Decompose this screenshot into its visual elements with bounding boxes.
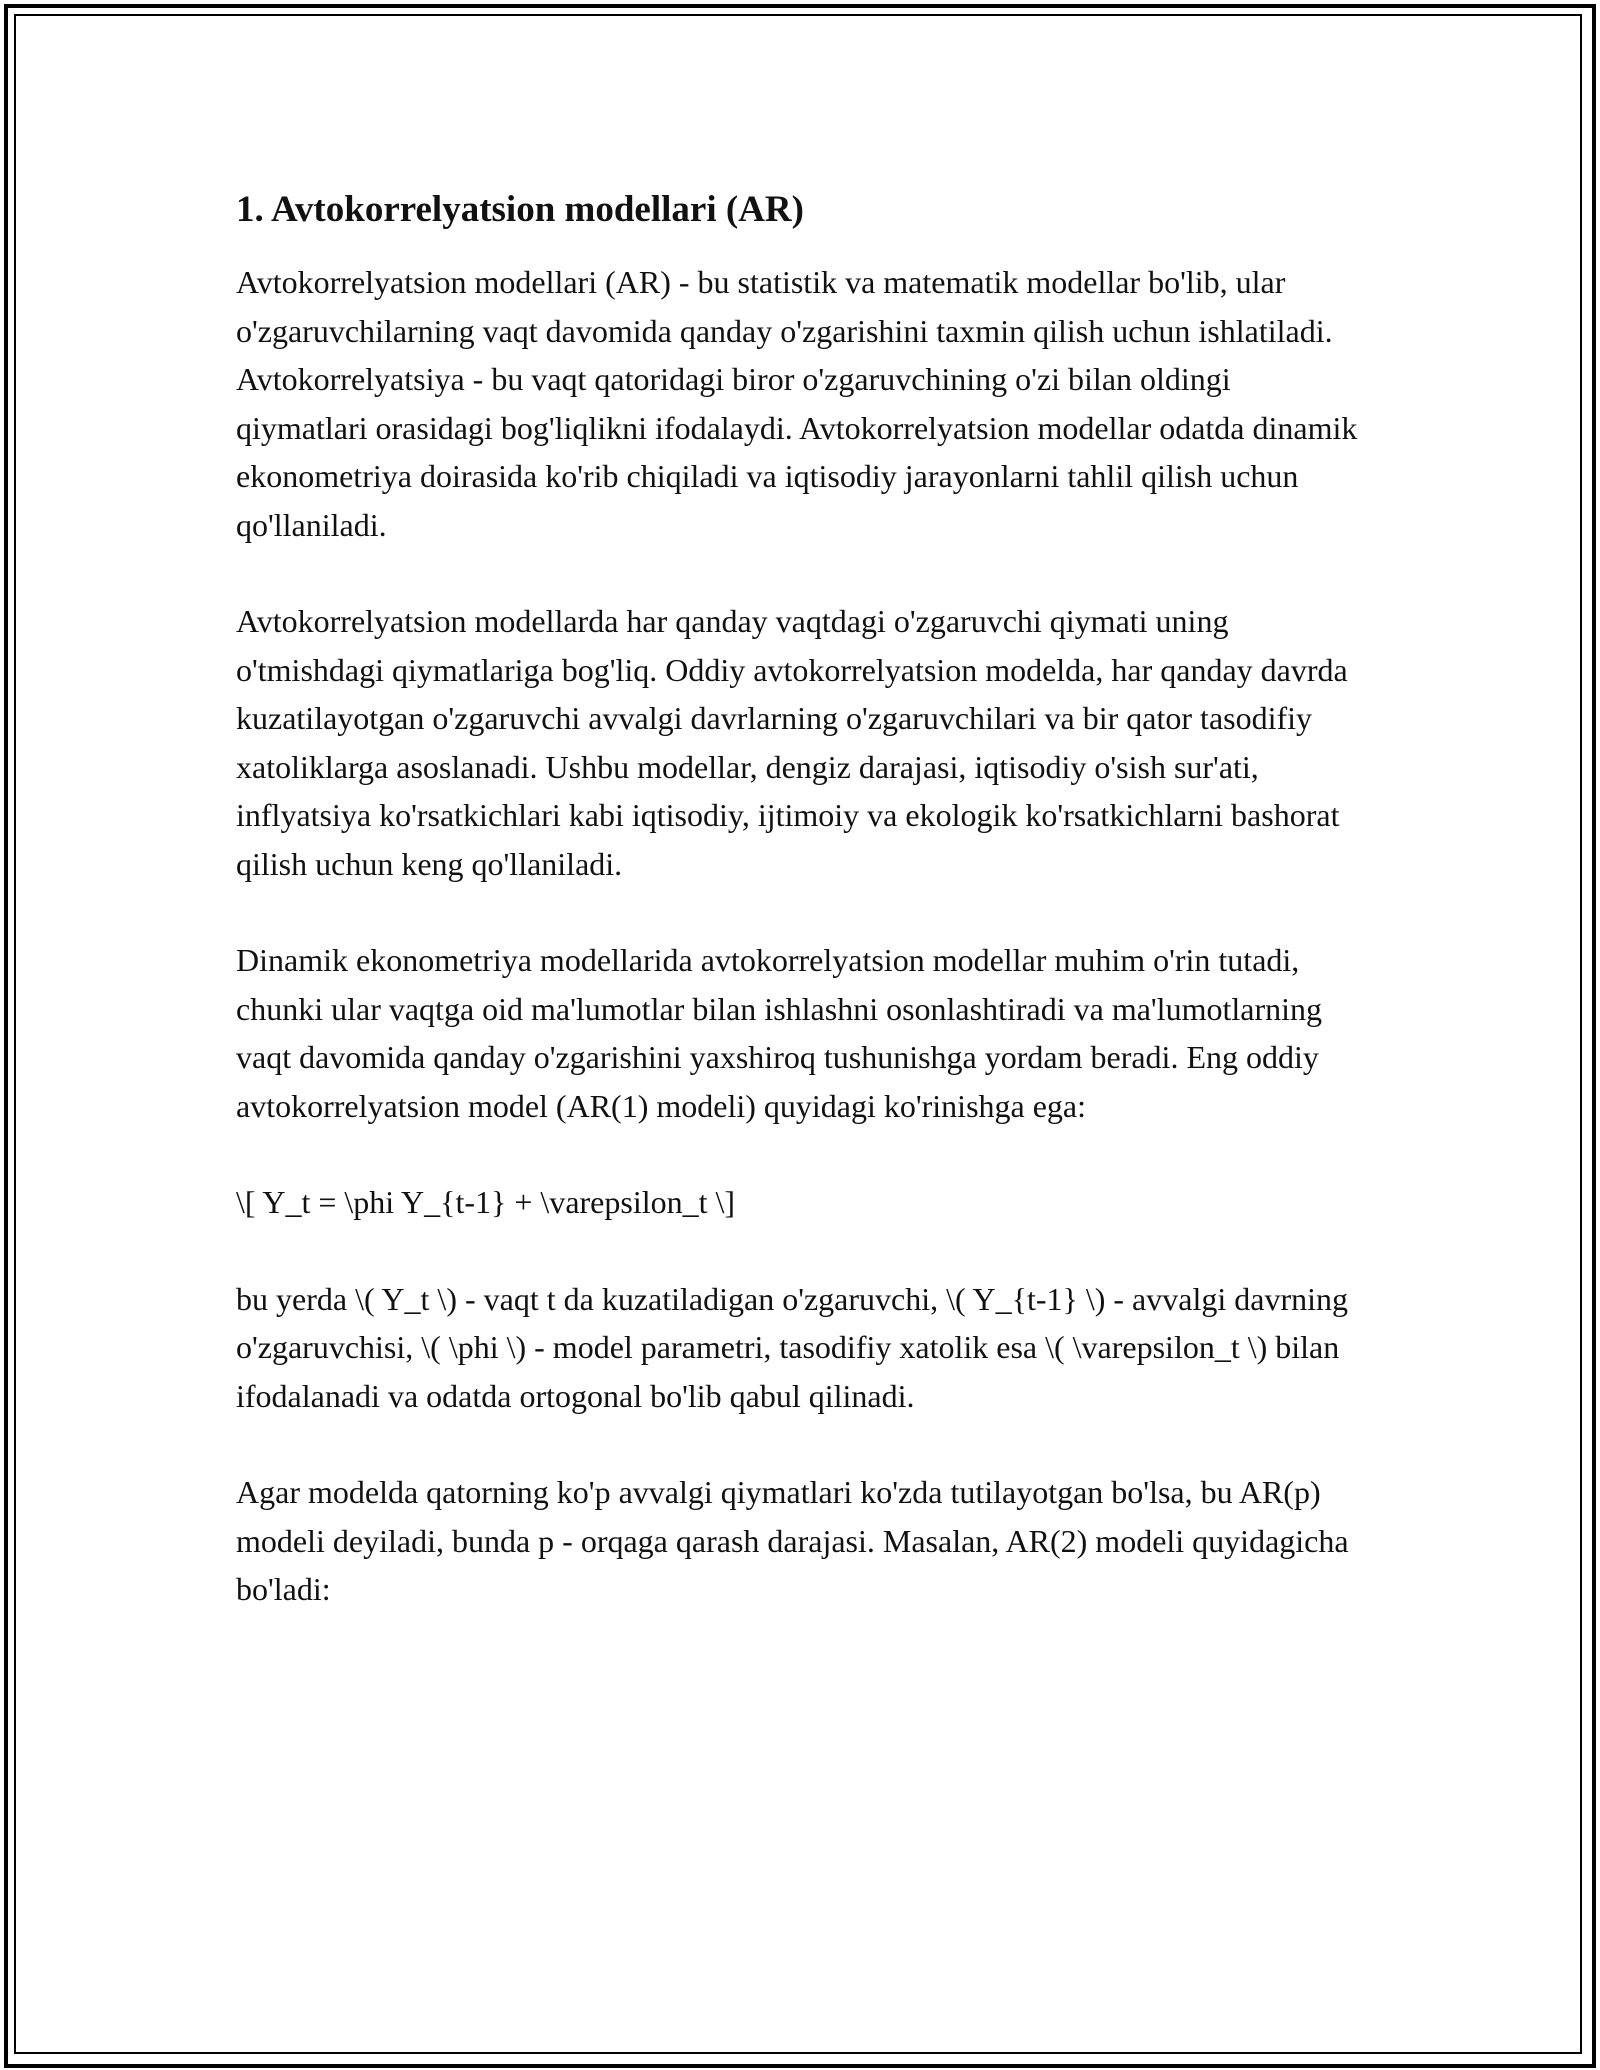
paragraph-arp-model: Agar modelda qatorning ko'p avvalgi qiymatlari ko'zda tutilayotgan bo'lsa, bu AR(p) modeli deyiladi, bunda p - orqaga qarash darajasi. Masalan, AR(2) modeli quyidagicha bo'ladi:: [236, 1474, 1349, 1608]
paragraph-dynamic-econometrics: Dinamik ekonometriya modellarida avtokorrelyatsion modellar muhim o'rin tutadi, chunki ular vaqtga oid ma'lumotlar bilan ishlashni osonlashtiradi va ma'lumotlarning vaqt davomida qanday o'zgarishini yaxshiroq tushunishga yordam beradi. Eng oddiy avtokorrelyatsion model (AR(1) modeli) quyidagi ko'rinishga ega:: [236, 942, 1322, 1124]
paragraph-intro: Avtokorrelyatsion modellari (AR) - bu statistik va matematik modellar bo'lib, ular o'zgaruvchilarning vaqt davomida qanday o'zgarishini taxmin qilish uchun ishlatiladi. Avtokorrelyatsiya - bu vaqt qatoridagi biror o'zgaruvchining o'zi bilan oldingi qiymatlari orasidagi bog'liqlikni ifodalaydi. Avtokorrelyatsion modellar odatda dinamik ekonometriya doirasida ko'rib chiqiladi va iqtisodiy jarayonlarni tahlil qilish uchun qo'llaniladi.: [236, 264, 1358, 543]
paragraph-dependence: Avtokorrelyatsion modellarda har qanday vaqtdagi o'zgaruvchi qiymati uning o'tmishdagi qiymatlariga bog'liq. Oddiy avtokorrelyatsion modelda, har qanday davrda kuzatilayotgan o'zgaruvchi avvalgi davrlarning o'zgaruvchilari va bir qator tasodifiy xatoliklarga asoslanadi. Ushbu modellar, dengiz darajasi, iqtisodiy o'sish sur'ati, inflyatsiya ko'rsatkichlari kabi iqtisodiy, ijtimoiy va ekologik ko'rsatkichlarni bashorat qilish uchun keng qo'llaniladi.: [236, 603, 1348, 882]
formula-ar1: \[ Y_t = \phi Y_{t-1} + \varepsilon_t \]: [236, 1184, 736, 1221]
section-heading: 1. Avtokorrelyatsion modellari (AR): [236, 189, 804, 230]
paragraph-formula-explanation: bu yerda \( Y_t \) - vaqt t da kuzatiladigan o'zgaruvchi, \( Y_{t-1} \) - avvalgi davrning o'zgaruvchisi, \( \phi \) - model parametri, tasodifiy xatolik esa \( \varepsilon_t \) bilan ifodalanadi va odatda ortogonal bo'lib qabul qilinadi.: [236, 1280, 1348, 1414]
document-body: [236, 186, 1366, 1662]
